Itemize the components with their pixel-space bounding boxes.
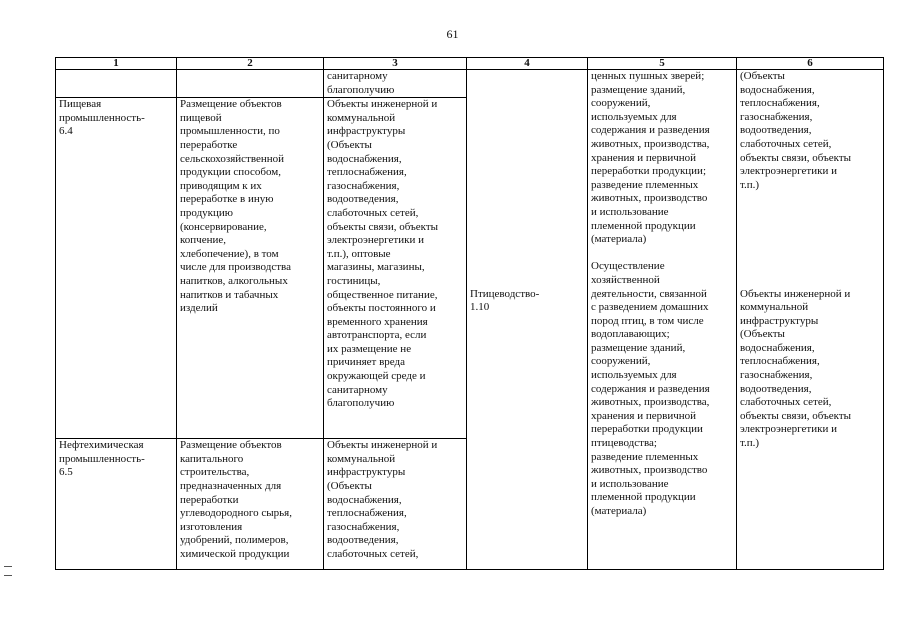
cell-petrochemical-description: Размещение объектов капитального строительства, предназначенных для переработки углеводородного сырья, изготовления удобрений, полимеров, химической продукции — [177, 439, 324, 570]
cell-food-industry-auxiliary: Объекты инженерной и коммунальной инфраструктуры (Объекты водоснабжения, теплоснабжения, газоснабжения, водоотведения, слаботочных сетей, объекты связи, объекты электроэнергетики и т.п.), оптовые магазины, магазины, гостиницы, общественное питание, объекты постоянного и временного хранения автотранспорта, если их размещение не причиняет вреда окружающей среде и санитарному благополучию — [324, 98, 467, 439]
land-use-table — [55, 57, 884, 570]
cell-type-name: Птицеводство- 1.10 — [467, 70, 588, 570]
cell-food-industry-description: Размещение объектов пищевой промышленности, по переработке сельскохозяйственной продукции способом, приводящим к их переработке в иную продукцию (консервирование, копчение, хлебопечение), в том числе для производства напитков, алкогольных напитков и табачных изделий — [177, 98, 324, 439]
header-col-6: 6 — [737, 58, 884, 70]
cell-petrochemical-auxiliary: Объекты инженерной и коммунальной инфраструктуры (Объекты водоснабжения, теплоснабжения, газоснабжения, водоотведения, слаботочных сетей, — [324, 439, 467, 570]
header-col-3: 3 — [324, 58, 467, 70]
cell-type-auxiliary: (Объекты водоснабжения, теплоснабжения, газоснабжения, водоотведения, слаботочных сетей, объекты связи, объекты электроэнергетики и т.п.) Объекты инженерной и коммунальной инфраструктуры (Объекты водоснабжения, теплоснабжения, газоснабжения, водоотведения, слаботочных сетей, объекты связи, объекты электроэнергетики и т.п.) — [737, 70, 884, 570]
cell-type-description: ценных пушных зверей; размещение зданий, сооружений, используемых для содержания и разведения животных, производства, хранения и первичной переработки продукции; разведение племенных животных, производство и использование племенной продукции (материала) Осуществление хозяйственной деятельности, связанной с разведением домашних пород птиц, в том числе водоплавающих; размещение зданий, сооружений, используемых для содержания и разведения животных, производства, хранения и первичной переработки продукции птицеводства; разведение племенных животных, производство и использование племенной продукции (материала) — [588, 70, 737, 570]
table-header-row — [56, 58, 884, 70]
cell-petrochemical-name: Нефтехимическая промышленность- 6.5 — [56, 439, 177, 570]
header-col-1: 1 — [56, 58, 177, 70]
header-col-5: 5 — [588, 58, 737, 70]
cell-continued-c2 — [177, 70, 324, 98]
cell-continued-c3: санитарному благополучию — [324, 70, 467, 98]
margin-mark — [4, 566, 12, 576]
header-col-4: 4 — [467, 58, 588, 70]
cell-continued-c1 — [56, 70, 177, 98]
header-col-2: 2 — [177, 58, 324, 70]
cell-food-industry-name: Пищевая промышленность- 6.4 — [56, 98, 177, 439]
table-row — [56, 70, 884, 98]
page-number: 61 — [446, 27, 459, 41]
